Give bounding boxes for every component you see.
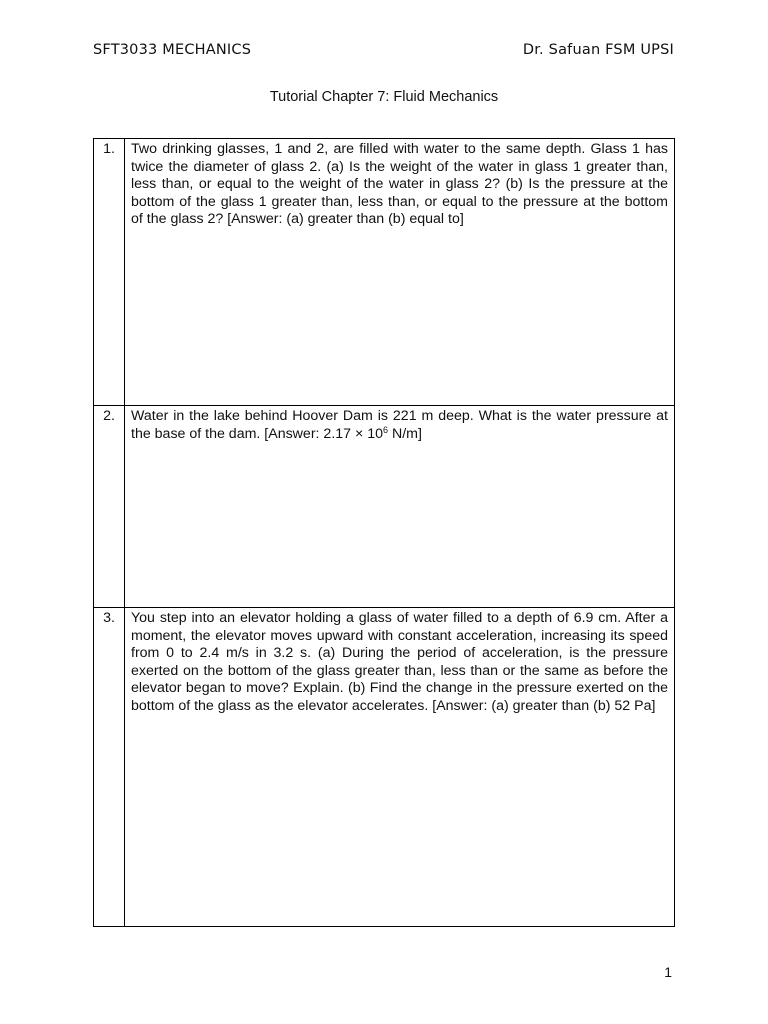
question-row (94, 406, 675, 608)
question-row (94, 608, 675, 927)
questions-table (93, 138, 675, 927)
question-text (125, 406, 675, 608)
question-number: 3. (94, 608, 125, 927)
course-header: SFT3033 MECHANICS (93, 42, 252, 58)
author-header: Dr. Safuan FSM UPSI (522, 42, 674, 58)
question-text-unit: N/m] (388, 425, 422, 442)
question-text-main: Water in the lake behind Hoover Dam is 221 m deep. What is the water pressure at the base of the dam. [Answer: 2.17 × 10 (131, 408, 668, 442)
page-title: Tutorial Chapter 7: Fluid Mechanics (269, 89, 499, 105)
question-text: Two drinking glasses, 1 and 2, are filled with water to the same depth. Glass 1 has twice the diameter of glass 2. (a) Is the weight of the water in glass 1 greater than, less than, or equal to the weight of the water in glass 2? (b) Is the pressure at the bottom of the glass 1 greater than, less than, or equal to the pressure at the bottom of the glass 2? [Answer: (a) greater than (b) equal to] (125, 139, 675, 406)
question-row (94, 139, 675, 406)
exponent: 6 (383, 424, 389, 435)
question-number: 1. (94, 139, 125, 406)
question-text: You step into an elevator holding a glass of water filled to a depth of 6.9 cm. After a moment, the elevator moves upward with constant acceleration, increasing its speed from 0 to 2.4 m/s in 3.2 s. (a) During the period of acceleration, is the pressure exerted on the bottom of the glass greater than, less than or the same as before the elevator began to move? Explain. (b) Find the change in the pressure exerted on the bottom of the glass as the elevator accelerates. [Answer: (a) greater than (b) 52 Pa] (125, 608, 675, 927)
question-number: 2. (94, 406, 125, 608)
page-number: 1 (664, 964, 672, 980)
